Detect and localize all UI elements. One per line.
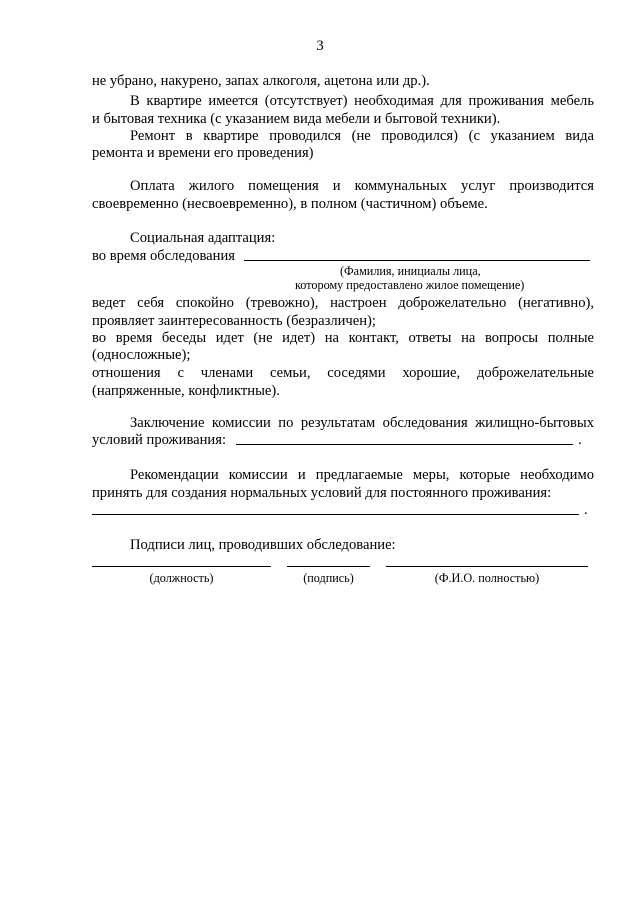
conclusion-end-dot: . [578,432,582,448]
paragraph-continuation: не убрано, накурено, запах алкоголя, ацетона или др.). [92,73,430,89]
person-name-field[interactable] [244,260,590,261]
conversation-line-2: (односложные); [92,347,191,363]
furniture-line-2: и бытовая техника (с указанием вида мебели и бытовой техники). [92,111,501,127]
person-name-caption-2: которому предоставлено жилое помещение) [295,278,525,292]
relations-line-2: (напряженные, конфликтные). [92,383,280,399]
repair-line-2: ремонта и времени его проведения) [92,145,314,161]
signature-caption: (подпись) [303,571,354,585]
relations-line-1: отношения с членами семьи, соседями хорошие, доброжелательные [92,365,594,381]
position-caption: (должность) [149,571,214,585]
recommendations-field[interactable] [92,514,579,515]
conclusion-line-2: условий проживания: [92,432,227,448]
signature-field[interactable] [287,566,370,567]
payment-line-2: своевременно (несвоевременно), в полном (частичном) объеме. [92,196,488,212]
recommendations-line-2: принять для создания нормальных условий для постоянного проживания: [92,485,552,501]
behavior-line-1: ведет себя спокойно (тревожно), настроен доброжелательно (негативно), [92,295,594,311]
position-field[interactable] [92,566,271,567]
recommendations-line-1: Рекомендации комиссии и предлагаемые меры, которые необходимо [130,467,594,483]
full-name-caption: (Ф.И.О. полностью) [434,571,540,585]
recommendations-end-dot: . [584,502,588,518]
person-name-caption-1: (Фамилия, инициалы лица, [340,264,481,278]
behavior-line-2: проявляет заинтересованность (безразличен); [92,313,376,329]
repair-line-1: Ремонт в квартире проводился (не проводился) (с указанием вида [130,128,594,144]
during-survey-label: во время обследования [92,248,235,264]
furniture-line-1: В квартире имеется (отсутствует) необходимая для проживания мебель [130,93,594,109]
payment-line-1: Оплата жилого помещения и коммунальных услуг производится [130,178,594,194]
social-adaptation-heading: Социальная адаптация: [130,230,276,246]
conversation-line-1: во время беседы идет (не идет) на контакт, ответы на вопросы полные [92,330,594,346]
conclusion-field[interactable] [236,444,573,445]
signatures-heading: Подписи лиц, проводивших обследование: [130,537,396,553]
full-name-field[interactable] [386,566,588,567]
page-number: 3 [316,38,324,54]
conclusion-line-1: Заключение комиссии по результатам обследования жилищно-бытовых [130,415,594,431]
